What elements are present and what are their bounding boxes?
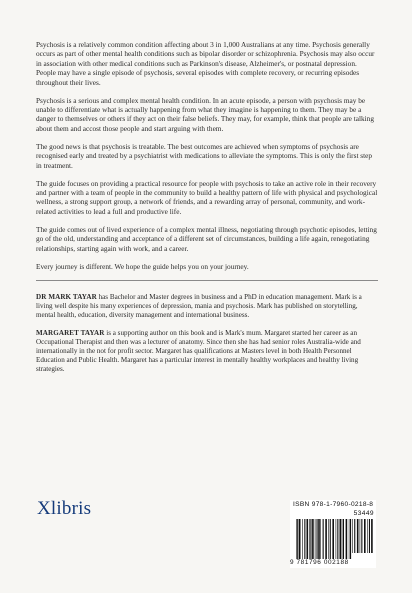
author-name-margaret: MARGARET TAYAR xyxy=(36,328,105,337)
barcode-bar xyxy=(318,519,320,559)
barcode-bar xyxy=(340,519,342,559)
barcode-bar xyxy=(323,519,324,559)
author-text-mark: has Bachelor and Master degrees in business and a PhD in education management. Mark is a living well despite his many experiences of depression, mania and psychosis. Mark has published on storytelling, mental health, education, diversity management and international business. xyxy=(36,293,362,320)
barcode-bar xyxy=(312,519,314,559)
barcode-bar xyxy=(350,519,351,559)
barcode-bar xyxy=(342,519,343,559)
price-addon-code: 53449 xyxy=(353,510,374,517)
ean-bars xyxy=(296,519,352,559)
publisher-logo: Xlibris xyxy=(37,498,92,519)
author-bios xyxy=(36,293,378,374)
barcode-bar xyxy=(325,519,327,559)
barcode-bar xyxy=(343,519,344,559)
section-divider xyxy=(36,280,378,281)
barcode-bar xyxy=(336,519,337,559)
barcode-bar xyxy=(307,519,309,559)
barcode-bar xyxy=(330,519,331,559)
addon-bars xyxy=(352,519,374,553)
barcode-bar xyxy=(309,519,310,559)
author-bio-mark xyxy=(36,293,378,320)
barcode-bar xyxy=(328,519,329,559)
barcode-bar xyxy=(337,519,338,559)
barcode-bar xyxy=(360,519,361,553)
barcode-bar xyxy=(317,519,318,559)
blurb-paragraph-1: Psychosis is a relatively common condition affecting about 3 in 1,000 Australians at any time. Psychosis generally occurs as part of other mental health conditions such as bipolar disorder or schizophrenia. Psychosis may also occur in association with other medical conditions such as Parkinson's disease, Alzheimer's, or postnatal depression. People may have a single episode of psychosis, several episodes with complete recovery, or recurring episodes throughout their lives. xyxy=(36,40,375,87)
barcode-bar xyxy=(369,519,370,553)
barcode-bar xyxy=(371,519,373,553)
barcode-bar xyxy=(320,519,321,559)
barcode-bar xyxy=(296,519,297,559)
author-text-margaret: is a supporting author on this book and is Mark's mum. Margaret started her career as an Occupational Therapist and then was a lecturer of anatomy. Since then she has had senior roles Australia-wide and internationally in the not for profit sector. Margaret has qualifications at Masters level in both Health Personnel Education and Public Health. Margaret has a particular interest in mentally healthy workplaces and healthy living strategies. xyxy=(36,328,361,374)
barcode-bar xyxy=(364,519,366,553)
blurb-paragraph-6: Every journey is different. We hope the guide helps you on your journey. xyxy=(36,261,249,271)
author-name-mark: DR MARK TAYAR xyxy=(36,293,97,302)
blurb-paragraph-2: Psychosis is a serious and complex mental health condition. In an acute episode, a person with psychosis may be unable to differentiate what is actually happening from what they imagine is happening to them. They may be a danger to themselves or others if they act on their false beliefs. They may, for example, think that people are talking about them and accost those people and start arguing with them. xyxy=(36,95,374,133)
isbn-text: ISBN 978-1-7960-0218-8 xyxy=(293,501,374,508)
barcode xyxy=(290,500,376,568)
ean-digits: 9 781796 002188 xyxy=(290,559,349,566)
barcode-bar xyxy=(361,519,362,553)
barcode-bar xyxy=(315,519,316,559)
blurb xyxy=(36,40,378,271)
barcode-bar xyxy=(304,519,305,559)
author-bio-margaret xyxy=(36,329,378,374)
barcode-bar xyxy=(357,519,359,553)
barcode-bar xyxy=(332,519,334,559)
barcode-bar xyxy=(297,519,298,559)
barcode-bar xyxy=(302,519,303,559)
barcode-bar xyxy=(352,519,353,553)
barcode-bar xyxy=(310,519,311,559)
barcode-bar xyxy=(346,519,348,559)
blurb-paragraph-3: The good news is that psychosis is treatable. The best outcomes are achieved when symptoms of psychosis are recognised early and treated by a psychiatrist with medications to alleviate the symptoms. This is only the first step in treatment. xyxy=(36,141,373,170)
barcode-bar xyxy=(354,519,355,553)
blurb-paragraph-4: The guide focuses on providing a practical resource for people with psychosis to take an active role in their recovery and partner with a team of people in the community to build a healthy pattern of life with physical and psychological wellness, a strong support group, a network of friends, and a rewarding array of personal, community, and work-related activities to lead a full and productive life. xyxy=(36,178,378,216)
barcode-bar xyxy=(367,519,368,553)
barcode-bar xyxy=(299,519,301,559)
blurb-paragraph-5: The guide comes out of lived experience of a complex mental illness, negotiating through psychotic episodes, letting go of the old, understanding and acceptance of a different set of circumstances, building a life again, renegotiating relationships, starting again with work, and a career. xyxy=(36,224,377,253)
barcode-bar xyxy=(349,519,350,559)
